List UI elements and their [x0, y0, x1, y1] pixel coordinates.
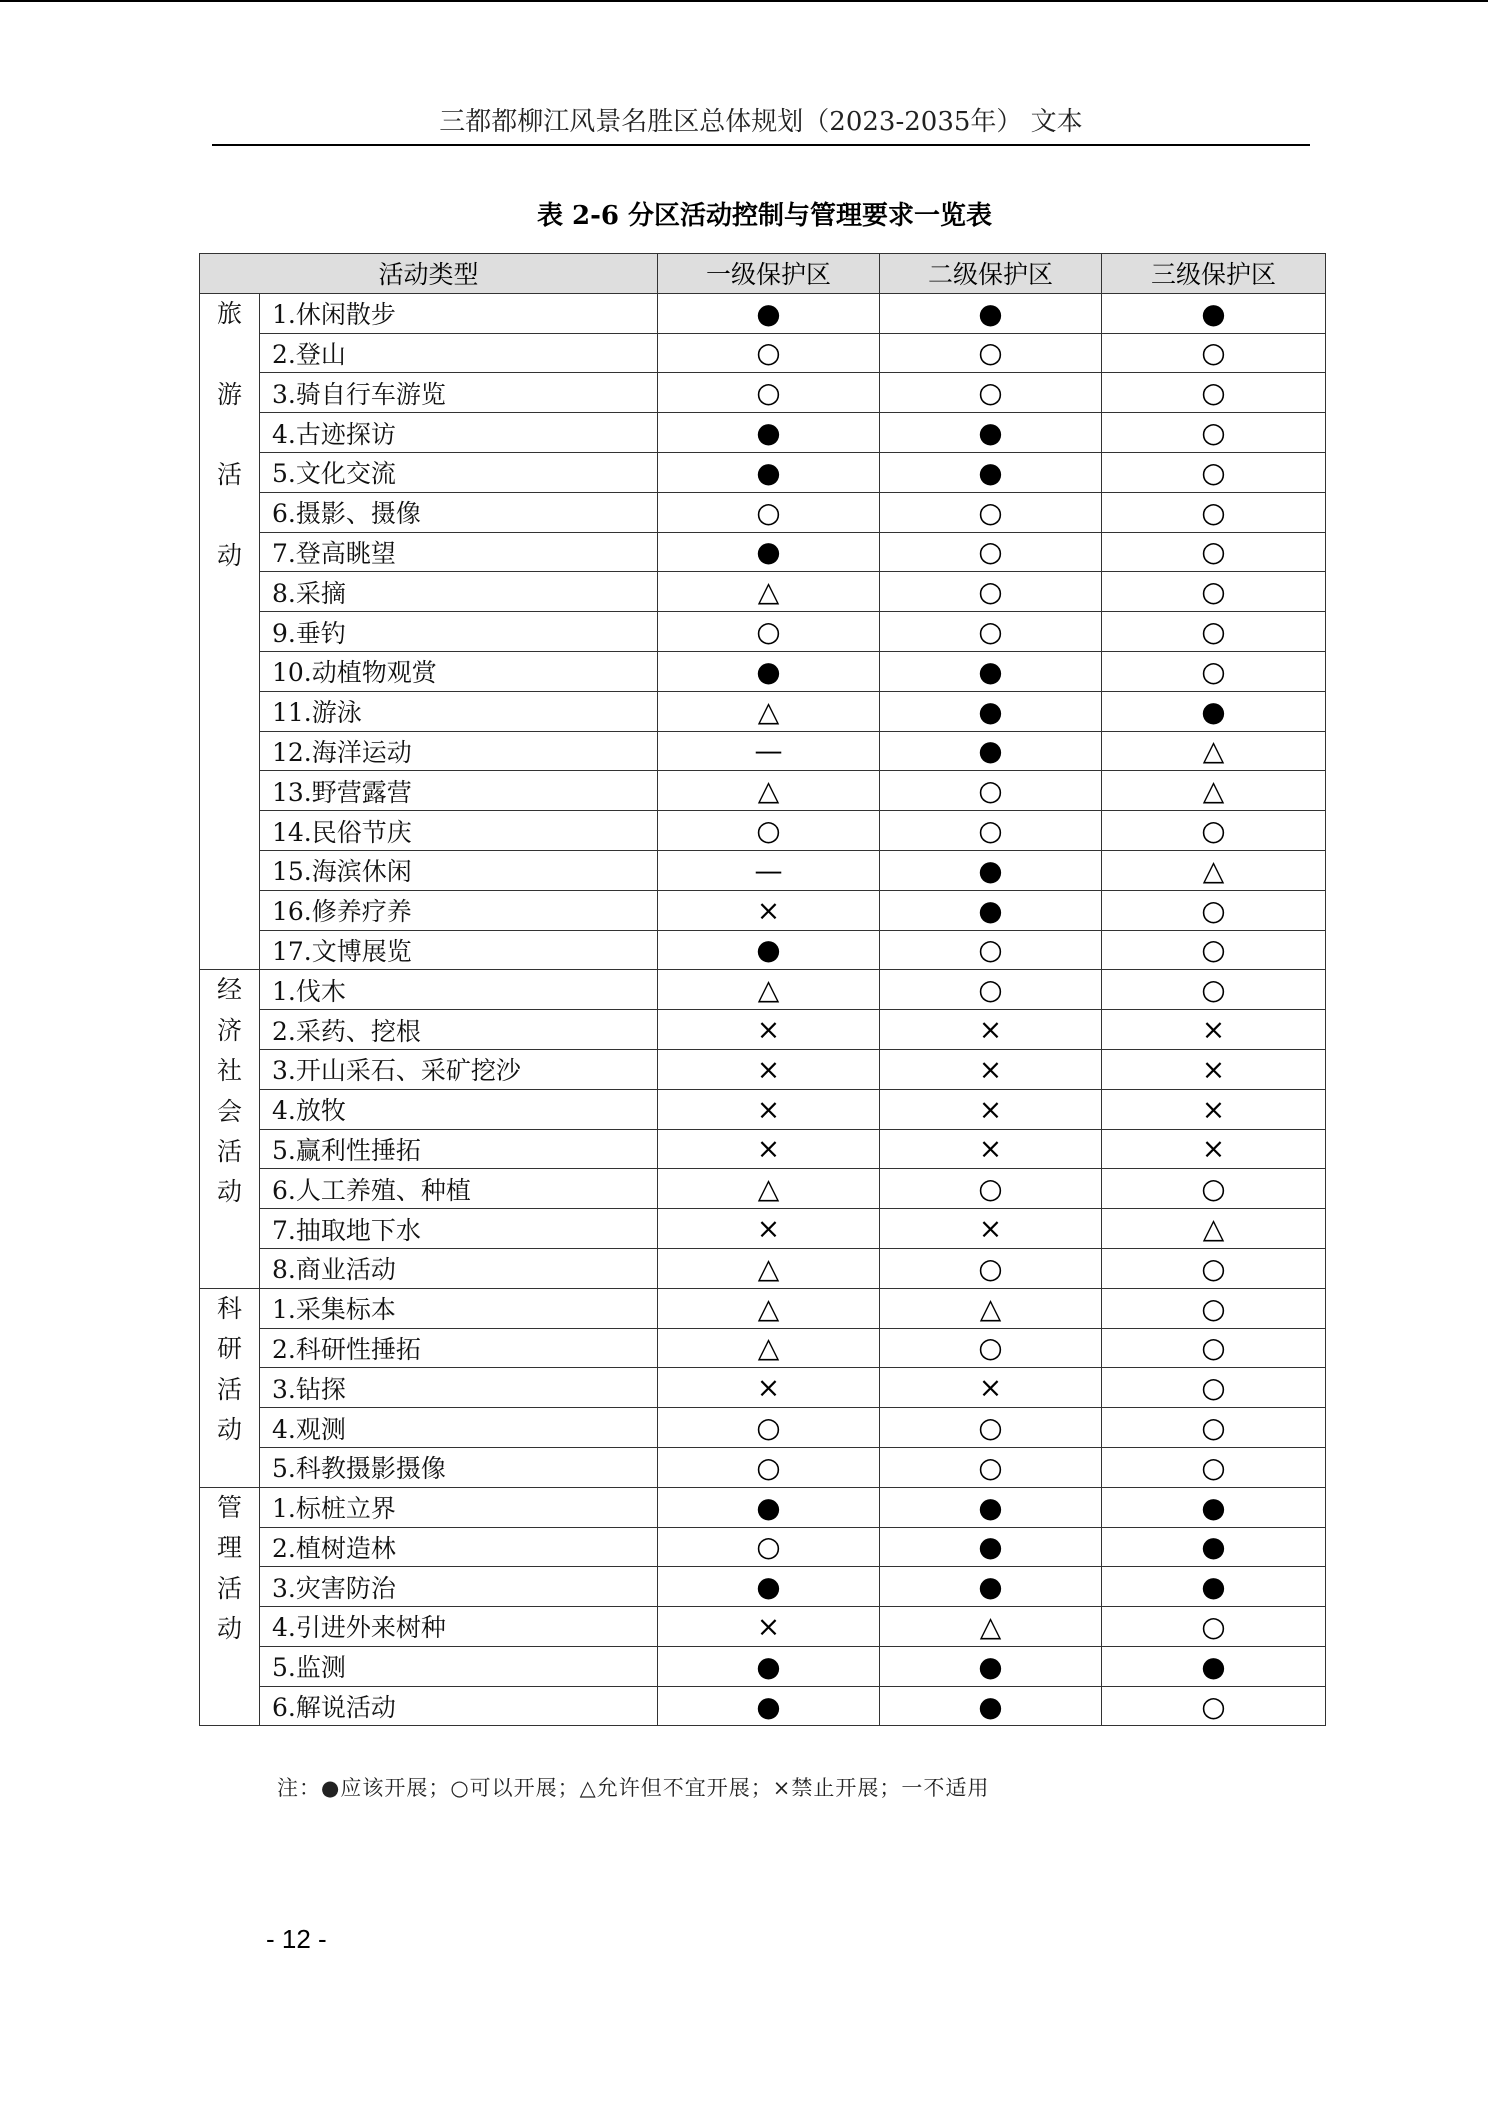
zone-2-cell: ○ — [880, 970, 1102, 1010]
activity-cell: 2.科研性捶拓 — [260, 1328, 658, 1368]
zone-1-cell: △ — [658, 1248, 880, 1288]
zone-1-cell: △ — [658, 1288, 880, 1328]
table-row — [200, 1328, 1326, 1368]
category-char: 活 — [216, 1374, 242, 1404]
table-row — [200, 293, 1326, 333]
zone-3-cell: ○ — [1102, 930, 1326, 970]
table-row — [200, 731, 1326, 771]
activity-cell: 10.动植物观赏 — [260, 651, 658, 691]
zone-1-cell: × — [658, 1010, 880, 1050]
zone-1-cell: × — [658, 890, 880, 930]
activity-cell: 2.植树造林 — [260, 1527, 658, 1567]
zone-2-cell: ○ — [880, 1447, 1102, 1487]
zone-3-cell: ○ — [1102, 970, 1326, 1010]
zone-2-cell: ○ — [880, 612, 1102, 652]
zone-3-cell: ○ — [1102, 373, 1326, 413]
zone-2-cell: ● — [880, 1487, 1102, 1527]
table-row — [200, 1129, 1326, 1169]
table-row — [200, 771, 1326, 811]
zone-2-cell: × — [880, 1089, 1102, 1129]
category-cell — [200, 970, 260, 1288]
table-row — [200, 1447, 1326, 1487]
zone-1-cell: ○ — [658, 1447, 880, 1487]
zone-3-cell: ○ — [1102, 452, 1326, 492]
zone-2-cell: △ — [880, 1607, 1102, 1647]
table-row — [200, 1487, 1326, 1527]
zone-3-cell: △ — [1102, 850, 1326, 890]
zone-1-cell: × — [658, 1049, 880, 1089]
zone-2-cell: ○ — [880, 1248, 1102, 1288]
table-row — [200, 1607, 1326, 1647]
category-char: 活 — [216, 1136, 242, 1166]
zone-3-cell: ● — [1102, 1567, 1326, 1607]
zone-2-cell: ○ — [880, 1408, 1102, 1448]
zone-1-cell: △ — [658, 691, 880, 731]
zone-2-cell: ● — [880, 651, 1102, 691]
table-row — [200, 572, 1326, 612]
activity-cell: 8.商业活动 — [260, 1248, 658, 1288]
category-char: 济 — [216, 1015, 242, 1045]
zone-3-cell: ○ — [1102, 532, 1326, 572]
zone-1-cell: ● — [658, 651, 880, 691]
category-char: 管 — [216, 1492, 242, 1522]
zone-2-cell: ● — [880, 1646, 1102, 1686]
zone-3-cell: ● — [1102, 1487, 1326, 1527]
zone-3-cell: ○ — [1102, 572, 1326, 612]
zone-3-cell: ● — [1102, 691, 1326, 731]
table-row — [200, 1209, 1326, 1249]
legend-note: 注：●应该开展；○可以开展；△允许但不宜开展；×禁止开展；一不适用 — [277, 1776, 990, 1800]
table-caption: 表 2-6 分区活动控制与管理要求一览表 — [536, 201, 993, 231]
activity-cell: 3.骑自行车游览 — [260, 373, 658, 413]
zone-3-cell: ○ — [1102, 811, 1326, 851]
zone-2-cell: × — [880, 1209, 1102, 1249]
category-char: 旅 — [216, 298, 242, 328]
zone-1-cell: ● — [658, 1487, 880, 1527]
zone-2-cell: ● — [880, 1567, 1102, 1607]
zone-1-cell: ○ — [658, 492, 880, 532]
table-row — [200, 1527, 1326, 1567]
page-number: - 12 - — [266, 1924, 327, 1954]
zone-1-cell: ● — [658, 1567, 880, 1607]
zone-2-cell: ○ — [880, 373, 1102, 413]
category-cell — [200, 293, 260, 970]
zone-3-cell: ○ — [1102, 612, 1326, 652]
zone-1-cell: ○ — [658, 612, 880, 652]
zone-3-cell: ● — [1102, 1527, 1326, 1567]
table-row — [200, 1288, 1326, 1328]
table-row — [200, 1089, 1326, 1129]
zone-3-cell: ○ — [1102, 413, 1326, 453]
zone-2-cell: ○ — [880, 930, 1102, 970]
activity-cell: 2.采药、挖根 — [260, 1010, 658, 1050]
zone-2-cell: ○ — [880, 811, 1102, 851]
activity-cell: 14.民俗节庆 — [260, 811, 658, 851]
activity-cell: 15.海滨休闲 — [260, 850, 658, 890]
activity-cell: 3.灾害防治 — [260, 1567, 658, 1607]
category-cell — [200, 1288, 260, 1487]
header-zone-3: 三级保护区 — [1102, 254, 1326, 294]
activity-cell: 12.海洋运动 — [260, 731, 658, 771]
page-header: 三都都柳江风景名胜区总体规划（2023-2035年） 文本 — [212, 100, 1310, 146]
activity-cell: 17.文博展览 — [260, 930, 658, 970]
table-row — [200, 890, 1326, 930]
zone-3-cell: ○ — [1102, 651, 1326, 691]
zone-1-cell: × — [658, 1089, 880, 1129]
zone-2-cell: ○ — [880, 572, 1102, 612]
activity-cell: 5.文化交流 — [260, 452, 658, 492]
zone-3-cell: ● — [1102, 1646, 1326, 1686]
zone-2-cell: △ — [880, 1288, 1102, 1328]
zone-2-cell: ● — [880, 1527, 1102, 1567]
activity-cell: 4.观测 — [260, 1408, 658, 1448]
zone-2-cell: ● — [880, 413, 1102, 453]
category-char: 会 — [216, 1096, 242, 1126]
zone-1-cell: △ — [658, 970, 880, 1010]
table-row — [200, 1646, 1326, 1686]
category-char: 理 — [216, 1533, 242, 1563]
header-zone-2: 二级保护区 — [880, 254, 1102, 294]
zone-1-cell: ○ — [658, 373, 880, 413]
activity-cell: 1.标桩立界 — [260, 1487, 658, 1527]
table-row — [200, 1368, 1326, 1408]
zone-2-cell: × — [880, 1010, 1102, 1050]
table-row — [200, 651, 1326, 691]
activity-cell: 5.科教摄影摄像 — [260, 1447, 658, 1487]
table-row — [200, 532, 1326, 572]
zone-1-cell: × — [658, 1368, 880, 1408]
category-char: 动 — [216, 541, 242, 571]
zone-3-cell: △ — [1102, 771, 1326, 811]
zone-1-cell: ● — [658, 1686, 880, 1726]
activity-cell: 6.解说活动 — [260, 1686, 658, 1726]
table-row — [200, 413, 1326, 453]
table-row — [200, 850, 1326, 890]
activity-cell: 3.钻探 — [260, 1368, 658, 1408]
category-char: 活 — [216, 1573, 242, 1603]
zone-2-cell: ○ — [880, 771, 1102, 811]
zone-2-cell: × — [880, 1368, 1102, 1408]
zone-1-cell: — — [658, 731, 880, 771]
activity-cell: 1.采集标本 — [260, 1288, 658, 1328]
activity-cell: 4.引进外来树种 — [260, 1607, 658, 1647]
zone-1-cell: ○ — [658, 1408, 880, 1448]
category-char: 活 — [216, 460, 242, 490]
category-char: 社 — [216, 1056, 242, 1086]
activity-cell: 1.伐木 — [260, 970, 658, 1010]
table-row — [200, 1567, 1326, 1607]
table-body — [200, 293, 1326, 1726]
activity-cell: 4.古迹探访 — [260, 413, 658, 453]
zone-3-cell: × — [1102, 1089, 1326, 1129]
zone-2-cell: ● — [880, 452, 1102, 492]
zone-2-cell: ● — [880, 731, 1102, 771]
zone-1-cell: × — [658, 1209, 880, 1249]
zone-3-cell: △ — [1102, 1209, 1326, 1249]
zone-3-cell: × — [1102, 1049, 1326, 1089]
zone-1-cell: — — [658, 850, 880, 890]
table-row — [200, 373, 1326, 413]
zone-3-cell: △ — [1102, 731, 1326, 771]
activity-cell: 13.野营露营 — [260, 771, 658, 811]
zone-1-cell: ● — [658, 532, 880, 572]
activity-cell: 2.登山 — [260, 333, 658, 373]
table-row — [200, 691, 1326, 731]
zone-2-cell: × — [880, 1129, 1102, 1169]
zone-1-cell: △ — [658, 771, 880, 811]
top-border-line — [0, 0, 1488, 2]
table-row — [200, 1408, 1326, 1448]
zone-3-cell: ○ — [1102, 1408, 1326, 1448]
activity-cell: 1.休闲散步 — [260, 293, 658, 333]
table-row — [200, 970, 1326, 1010]
zone-3-cell: ○ — [1102, 1248, 1326, 1288]
zone-2-cell: ● — [880, 850, 1102, 890]
table-row — [200, 452, 1326, 492]
activity-cell: 7.抽取地下水 — [260, 1209, 658, 1249]
zone-3-cell: × — [1102, 1010, 1326, 1050]
table-row — [200, 612, 1326, 652]
zone-2-cell: × — [880, 1049, 1102, 1089]
header-zone-1: 一级保护区 — [658, 254, 880, 294]
table-row — [200, 1248, 1326, 1288]
category-cell — [200, 1487, 260, 1726]
activity-cell: 11.游泳 — [260, 691, 658, 731]
activity-cell: 4.放牧 — [260, 1089, 658, 1129]
zone-3-cell: ● — [1102, 293, 1326, 333]
activity-cell: 6.摄影、摄像 — [260, 492, 658, 532]
table-row — [200, 492, 1326, 532]
zone-2-cell: ○ — [880, 1328, 1102, 1368]
zone-3-cell: ○ — [1102, 333, 1326, 373]
zone-1-cell: ● — [658, 413, 880, 453]
table-row — [200, 1049, 1326, 1089]
activity-cell: 8.采摘 — [260, 572, 658, 612]
zone-3-cell: ○ — [1102, 492, 1326, 532]
zone-1-cell: △ — [658, 1328, 880, 1368]
zone-2-cell: ● — [880, 1686, 1102, 1726]
activity-cell: 5.赢利性捶拓 — [260, 1129, 658, 1169]
zone-3-cell: ○ — [1102, 1686, 1326, 1726]
header-activity-type: 活动类型 — [200, 254, 658, 294]
category-char: 动 — [216, 1177, 242, 1207]
table-row — [200, 333, 1326, 373]
activity-cell: 7.登高眺望 — [260, 532, 658, 572]
zone-1-cell: ○ — [658, 811, 880, 851]
zone-3-cell: ○ — [1102, 1288, 1326, 1328]
zone-3-cell: ○ — [1102, 1447, 1326, 1487]
zone-2-cell: ● — [880, 890, 1102, 930]
category-char: 游 — [216, 379, 242, 409]
activity-cell: 6.人工养殖、种植 — [260, 1169, 658, 1209]
zone-1-cell: × — [658, 1607, 880, 1647]
zone-2-cell: ○ — [880, 532, 1102, 572]
zone-2-cell: ○ — [880, 492, 1102, 532]
category-char: 科 — [216, 1293, 242, 1323]
zone-3-cell: ○ — [1102, 1368, 1326, 1408]
activity-cell: 3.开山采石、采矿挖沙 — [260, 1049, 658, 1089]
table-row — [200, 1686, 1326, 1726]
table-header-row — [200, 254, 1326, 294]
zone-3-cell: ○ — [1102, 890, 1326, 930]
activity-cell: 16.修养疗养 — [260, 890, 658, 930]
zone-1-cell: ● — [658, 452, 880, 492]
zone-1-cell: △ — [658, 1169, 880, 1209]
zone-1-cell: ● — [658, 293, 880, 333]
zone-3-cell: ○ — [1102, 1607, 1326, 1647]
table-row — [200, 811, 1326, 851]
category-char: 动 — [216, 1414, 242, 1444]
zone-1-cell: ○ — [658, 333, 880, 373]
zone-2-cell: ○ — [880, 1169, 1102, 1209]
zone-1-cell: ● — [658, 930, 880, 970]
zone-1-cell: × — [658, 1129, 880, 1169]
zone-1-cell: △ — [658, 572, 880, 612]
zone-2-cell: ● — [880, 293, 1102, 333]
table-row — [200, 1169, 1326, 1209]
table-row — [200, 1010, 1326, 1050]
zone-2-cell: ● — [880, 691, 1102, 731]
category-char: 动 — [216, 1613, 242, 1643]
activity-control-table — [199, 253, 1326, 1726]
zone-3-cell: ○ — [1102, 1328, 1326, 1368]
zone-3-cell: × — [1102, 1129, 1326, 1169]
table-row — [200, 930, 1326, 970]
zone-3-cell: ○ — [1102, 1169, 1326, 1209]
activity-cell: 5.监测 — [260, 1646, 658, 1686]
activity-cell: 9.垂钓 — [260, 612, 658, 652]
zone-1-cell: ● — [658, 1646, 880, 1686]
zone-2-cell: ○ — [880, 333, 1102, 373]
category-char: 研 — [216, 1334, 242, 1364]
zone-1-cell: ○ — [658, 1527, 880, 1567]
category-char: 经 — [216, 975, 242, 1005]
